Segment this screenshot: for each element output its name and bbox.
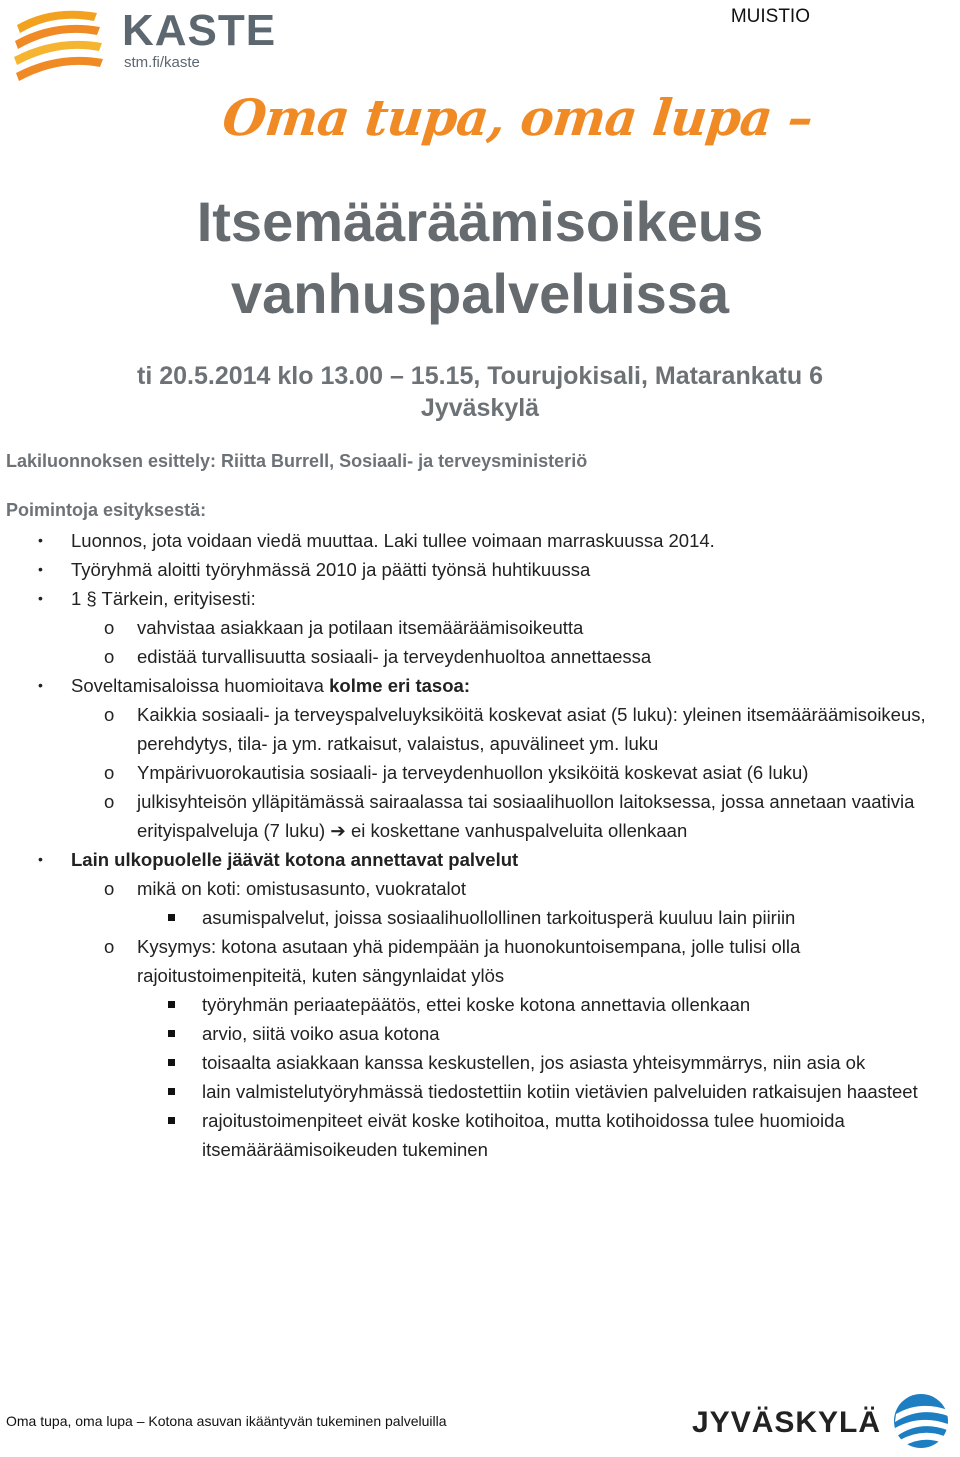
list-item-text: Kysymys: kotona asutaan yhä pidempään ja huonokuntoisempana, jolle tulisi olla rajoitustoimenpiteitä, kuten sängynlaidat ylös [137,936,801,986]
circle-bullet-icon: o [104,617,115,638]
list-item-text: edistää turvallisuutta sosiaali- ja terveydenhuoltoa annettaessa [137,646,652,667]
jyvaskyla-logo-icon [890,1392,952,1450]
circle-bullet-icon: o [104,878,115,899]
square-bullet-icon [168,990,176,1019]
kaste-wave-logo-icon [12,7,107,83]
picks-heading: Poimintoja esityksestä: [6,500,207,520]
event-info [0,360,960,424]
list-item-text: lain valmistelutyöryhmässä tiedostettiin kotiin vietävien palveluiden ratkaisujen haasteet [202,1081,918,1102]
kaste-wordmark: KASTE [122,6,277,55]
list-item [0,903,930,932]
list-item-text: arvio, siitä voiko asua kotona [202,1023,440,1044]
list-item-text: Soveltamisaloissa huomioitava [71,675,330,696]
list-item [0,555,930,584]
page-title-line1: Itsemääräämisoikeus [196,190,764,253]
bullet-icon: • [38,561,43,577]
page-title [0,186,960,330]
list-item-bold-text: Lain ulkopuolelle jäävät kotona annettavat palvelut [71,849,519,870]
list-item [0,787,930,845]
list-item [0,845,930,874]
list-item [0,1019,930,1048]
list-item [0,613,930,642]
bullet-icon: • [38,590,43,606]
list-item [0,671,930,700]
circle-bullet-icon: o [104,936,115,957]
list-item-text: toisaalta asiakkaan kanssa keskustellen, jos asiasta yhteisymmärrys, niin asia ok [202,1052,866,1073]
square-bullet-icon [168,1106,176,1135]
list-item [0,642,930,671]
list-item [0,932,930,990]
page-title-line2: vanhuspalveluissa [230,262,729,325]
circle-bullet-icon: o [104,791,115,812]
list-item-bold-text: kolme eri tasoa: [329,675,470,696]
list-item-text: Luonnos, jota voidaan viedä muuttaa. Laki tullee voimaan marraskuussa 2014. [71,530,715,551]
circle-bullet-icon: o [104,704,115,725]
square-bullet-icon [168,1048,176,1077]
square-bullet-icon [168,1077,176,1106]
list-item [0,874,930,903]
circle-bullet-icon: o [104,762,115,783]
list-item-text: julkisyhteisön ylläpitämässä sairaalassa tai sosiaalihuollon laitoksessa, jossa annetaan vaativia erityispalveluja (7 luku) ➔ ei koskettane vanhuspalveluita ollenkaan [137,791,915,841]
list-item-text: mikä on koti: omistusasunto, vuokratalot [137,878,467,899]
list-item-text: Työryhmä aloitti työryhmässä 2010 ja päätti työnsä huhtikuussa [71,559,591,580]
list-item [0,584,930,613]
footer-text: Oma tupa, oma lupa – Kotona asuvan ikääntyvän tukeminen palveluilla [6,1413,447,1429]
list-item [0,1106,930,1164]
circle-bullet-icon: o [104,646,115,667]
event-city: Jyväskylä [420,394,540,422]
list-item-text: rajoitustoimenpiteet eivät koske kotihoitoa, mutta kotihoidossa tulee huomioida itsemääräämisoikeuden tukeminen [202,1110,845,1160]
bullet-icon: • [38,532,43,548]
script-title: Oma tupa, oma lupa – [219,88,816,147]
list-item [0,1077,930,1106]
bullet-icon: • [38,677,43,693]
list-item-text: 1 § Tärkein, erityisesti: [71,588,256,609]
kaste-logo [12,5,277,85]
jyvaskyla-logo [692,1392,952,1452]
list-item [0,1048,930,1077]
square-bullet-icon [168,1019,176,1048]
list-item [0,758,930,787]
square-bullet-icon [168,903,176,932]
list-item [0,700,930,758]
bullet-icon: • [38,851,43,867]
kaste-url: stm.fi/kaste [124,54,200,71]
list-item-text: työryhmän periaatepäätös, ettei koske kotona annettavia ollenkaan [202,994,751,1015]
list-item-text: Kaikkia sosiaali- ja terveyspalveluyksiköitä koskevat asiat (5 luku): yleinen itsemääräämisoikeus, perehdytys, tila- ja ym. ratkaisut, valaistus, apuvälineet ym. luku [137,704,926,754]
event-date-location: ti 20.5.2014 klo 13.00 – 15.15, Tourujokisali, Matarankatu 6 [137,362,823,390]
memo-label: MUISTIO [730,6,810,27]
list-item-text: Ympärivuorokautisia sosiaali- ja terveydenhuollon yksiköitä koskevat asiat (6 luku) [137,762,809,783]
list-item [0,990,930,1019]
jyvaskyla-wordmark: JYVÄSKYLÄ [692,1406,882,1439]
notes-list [0,526,930,1164]
list-item [0,526,930,555]
list-item-text: asumispalvelut, joissa sosiaalihuollollinen tarkoitusperä kuuluu lain piiriin [202,907,796,928]
list-item-text: vahvistaa asiakkaan ja potilaan itsemääräämisoikeutta [137,617,584,638]
presenter-line: Lakiluonnoksen esittely: Riitta Burrell, Sosiaali- ja terveysministeriö [6,451,588,471]
